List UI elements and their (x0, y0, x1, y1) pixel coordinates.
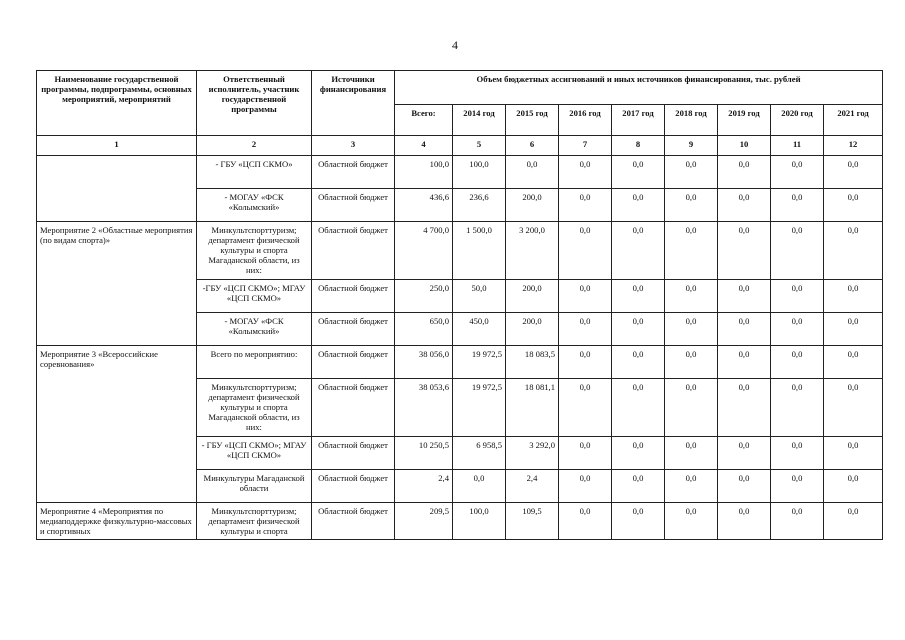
executor-cell: - МОГАУ «ФСК «Колымский» (197, 313, 312, 346)
value-cell: 0,0 (665, 280, 718, 313)
total-cell: 250,0 (395, 280, 453, 313)
measure-cell: Мероприятие 4 «Мероприятия по медиаподдержке физкультурно-массовых и спортивных (37, 503, 197, 540)
value-cell: 0,0 (665, 470, 718, 503)
value-cell: 1 500,0 (453, 222, 506, 280)
total-cell: 209,5 (395, 503, 453, 540)
total-cell: 100,0 (395, 156, 453, 189)
value-cell: 0,0 (771, 346, 824, 379)
value-cell: 0,0 (718, 379, 771, 437)
header-budget-volume: Объем бюджетных ассигнований и иных источников финансирования, тыс. рублей (395, 71, 883, 105)
value-cell: 6 958,5 (453, 437, 506, 470)
value-cell: 19 972,5 (453, 379, 506, 437)
header-program-name: Наименование государственной программы, подпрограммы, основных мероприятий, мероприятий (37, 71, 197, 136)
value-cell: 0,0 (506, 156, 559, 189)
value-cell: 0,0 (612, 280, 665, 313)
value-cell: 0,0 (612, 437, 665, 470)
value-cell: 0,0 (612, 313, 665, 346)
value-cell: 0,0 (771, 189, 824, 222)
value-cell: 0,0 (559, 437, 612, 470)
measure-cell: Мероприятие 3 «Всероссийские соревнования» (37, 346, 197, 503)
value-cell: 100,0 (453, 503, 506, 540)
value-cell: 0,0 (771, 503, 824, 540)
value-cell: 19 972,5 (453, 346, 506, 379)
value-cell: 0,0 (824, 470, 883, 503)
page-number: 4 (452, 38, 458, 52)
executor-cell: - МОГАУ «ФСК «Колымский» (197, 189, 312, 222)
value-cell: 2,4 (506, 470, 559, 503)
value-cell: 0,0 (771, 470, 824, 503)
value-cell: 0,0 (665, 503, 718, 540)
value-cell: 0,0 (665, 313, 718, 346)
executor-cell: Всего по мероприятию: (197, 346, 312, 379)
source-cell: Областной бюджет (312, 189, 395, 222)
value-cell: 0,0 (665, 346, 718, 379)
column-number: 4 (395, 136, 453, 156)
source-cell: Областной бюджет (312, 437, 395, 470)
value-cell: 3 200,0 (506, 222, 559, 280)
column-number: 8 (612, 136, 665, 156)
source-cell: Областной бюджет (312, 346, 395, 379)
value-cell: 50,0 (453, 280, 506, 313)
value-cell: 0,0 (665, 379, 718, 437)
source-cell: Областной бюджет (312, 222, 395, 280)
value-cell: 0,0 (612, 379, 665, 437)
value-cell: 0,0 (771, 313, 824, 346)
value-cell: 0,0 (824, 437, 883, 470)
header-year: 2015 год (506, 105, 559, 136)
total-cell: 650,0 (395, 313, 453, 346)
value-cell: 0,0 (718, 156, 771, 189)
value-cell: 200,0 (506, 280, 559, 313)
value-cell: 0,0 (612, 189, 665, 222)
total-cell: 436,6 (395, 189, 453, 222)
value-cell: 0,0 (559, 280, 612, 313)
header-funding-sources: Источники финансирования (312, 71, 395, 136)
column-number: 10 (718, 136, 771, 156)
column-number: 2 (197, 136, 312, 156)
value-cell: 0,0 (771, 156, 824, 189)
executor-cell: Минкультспорттуризм; департамент физической культуры и спорта Магаданской области, из них: (197, 222, 312, 280)
header-executor: Ответственный исполнитель, участник государственной программы (197, 71, 312, 136)
value-cell: 18 081,1 (506, 379, 559, 437)
value-cell: 0,0 (718, 346, 771, 379)
value-cell: 0,0 (612, 156, 665, 189)
value-cell: 0,0 (612, 503, 665, 540)
value-cell: 0,0 (559, 222, 612, 280)
value-cell: 0,0 (612, 222, 665, 280)
value-cell: 0,0 (559, 470, 612, 503)
value-cell: 200,0 (506, 313, 559, 346)
value-cell: 0,0 (824, 189, 883, 222)
table-row (37, 503, 883, 540)
header-total: Всего: (395, 105, 453, 136)
header-year: 2021 год (824, 105, 883, 136)
column-number: 6 (506, 136, 559, 156)
executor-cell: -ГБУ «ЦСП СКМО»; МГАУ «ЦСП СКМО» (197, 280, 312, 313)
executor-cell: - ГБУ «ЦСП СКМО»; МГАУ «ЦСП СКМО» (197, 437, 312, 470)
value-cell: 0,0 (718, 280, 771, 313)
value-cell: 0,0 (665, 437, 718, 470)
total-cell: 38 053,6 (395, 379, 453, 437)
total-cell: 2,4 (395, 470, 453, 503)
value-cell: 0,0 (718, 470, 771, 503)
value-cell: 0,0 (559, 156, 612, 189)
source-cell: Областной бюджет (312, 280, 395, 313)
value-cell: 0,0 (824, 222, 883, 280)
executor-cell: Минкультспорттуризм; департамент физической культуры и спорта Магаданской области, из них: (197, 379, 312, 437)
value-cell: 109,5 (506, 503, 559, 540)
value-cell: 0,0 (559, 189, 612, 222)
value-cell: 0,0 (559, 503, 612, 540)
value-cell: 236,6 (453, 189, 506, 222)
source-cell: Областной бюджет (312, 503, 395, 540)
value-cell: 0,0 (718, 189, 771, 222)
total-cell: 4 700,0 (395, 222, 453, 280)
value-cell: 0,0 (612, 346, 665, 379)
source-cell: Областной бюджет (312, 470, 395, 503)
value-cell: 450,0 (453, 313, 506, 346)
header-year: 2020 год (771, 105, 824, 136)
value-cell: 0,0 (665, 189, 718, 222)
header-year: 2018 год (665, 105, 718, 136)
value-cell: 18 083,5 (506, 346, 559, 379)
value-cell: 0,0 (665, 222, 718, 280)
executor-cell: - ГБУ «ЦСП СКМО» (197, 156, 312, 189)
source-cell: Областной бюджет (312, 156, 395, 189)
value-cell: 0,0 (824, 156, 883, 189)
header-year: 2014 год (453, 105, 506, 136)
value-cell: 0,0 (771, 280, 824, 313)
table-row (37, 346, 883, 379)
column-number: 9 (665, 136, 718, 156)
header-year: 2016 год (559, 105, 612, 136)
value-cell: 0,0 (453, 470, 506, 503)
value-cell: 0,0 (824, 346, 883, 379)
total-cell: 38 056,0 (395, 346, 453, 379)
value-cell: 200,0 (506, 189, 559, 222)
table-row (37, 156, 883, 189)
value-cell: 0,0 (771, 379, 824, 437)
value-cell: 0,0 (771, 222, 824, 280)
value-cell: 0,0 (824, 503, 883, 540)
value-cell: 0,0 (824, 280, 883, 313)
value-cell: 0,0 (559, 346, 612, 379)
measure-cell: Мероприятие 2 «Областные мероприятия (по видам спорта)» (37, 222, 197, 346)
column-number: 5 (453, 136, 506, 156)
value-cell: 0,0 (718, 437, 771, 470)
value-cell: 0,0 (559, 379, 612, 437)
value-cell: 0,0 (559, 313, 612, 346)
value-cell: 0,0 (771, 437, 824, 470)
source-cell: Областной бюджет (312, 313, 395, 346)
column-number: 12 (824, 136, 883, 156)
value-cell: 0,0 (612, 470, 665, 503)
value-cell: 0,0 (718, 222, 771, 280)
value-cell: 0,0 (824, 313, 883, 346)
table-row (37, 222, 883, 280)
value-cell: 100,0 (453, 156, 506, 189)
value-cell: 3 292,0 (506, 437, 559, 470)
executor-cell: Минкультспорттуризм; департамент физической культуры и спорта (197, 503, 312, 540)
budget-table (36, 70, 883, 540)
value-cell: 0,0 (718, 313, 771, 346)
executor-cell: Минкультуры Магаданской области (197, 470, 312, 503)
column-number: 7 (559, 136, 612, 156)
column-number: 11 (771, 136, 824, 156)
column-number: 1 (37, 136, 197, 156)
header-year: 2019 год (718, 105, 771, 136)
value-cell: 0,0 (718, 503, 771, 540)
column-number: 3 (312, 136, 395, 156)
header-year: 2017 год (612, 105, 665, 136)
measure-cell (37, 156, 197, 222)
source-cell: Областной бюджет (312, 379, 395, 437)
value-cell: 0,0 (824, 379, 883, 437)
total-cell: 10 250,5 (395, 437, 453, 470)
value-cell: 0,0 (665, 156, 718, 189)
